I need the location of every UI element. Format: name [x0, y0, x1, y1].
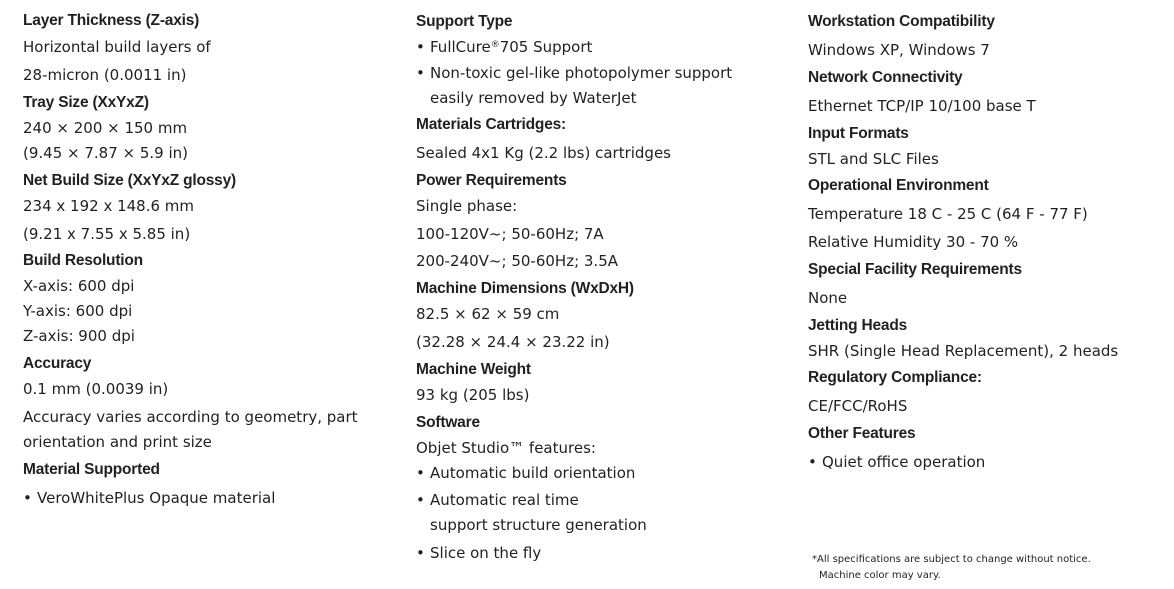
heading-input-formats: Input Formats: [808, 125, 909, 142]
heading-jetting-heads: Jetting Heads: [808, 317, 908, 334]
heading-software: Software: [416, 414, 480, 431]
heading-material-supported: Material Supported: [23, 461, 160, 478]
spec-value: Objet Studio™ features:: [416, 439, 596, 457]
heading-build-resolution: Build Resolution: [23, 252, 143, 269]
heading-other-features: Other Features: [808, 425, 916, 442]
spec-value: None: [808, 289, 848, 307]
bullet-item: • Slice on the fly: [416, 544, 541, 562]
spec-value: (9.45 × 7.87 × 5.9 in): [23, 144, 189, 162]
heading-machine-weight: Machine Weight: [416, 361, 531, 378]
heading-regulatory: Regulatory Compliance:: [808, 369, 982, 386]
spec-value: (32.28 × 24.4 × 23.22 in): [416, 333, 610, 351]
spec-value: Y-axis: 600 dpi: [23, 302, 133, 320]
spec-value: Z-axis: 900 dpi: [23, 327, 135, 345]
spec-value: 28-micron (0.0011 in): [23, 66, 187, 84]
heading-materials-cartridges: Materials Cartridges:: [416, 116, 566, 133]
heading-support-type: Support Type: [416, 13, 513, 30]
bullet-item: • Automatic build orientation: [416, 464, 635, 482]
heading-power-requirements: Power Requirements: [416, 172, 567, 189]
bullet-item: • VeroWhitePlus Opaque material: [23, 489, 275, 507]
footnote-line-1: *All specifications are subject to change without notice.: [812, 554, 1091, 565]
bullet-item: • Quiet office operation: [808, 453, 985, 471]
heading-accuracy: Accuracy: [23, 355, 92, 372]
bullet-text: 705 Support: [499, 38, 593, 56]
heading-layer-thickness: Layer Thickness (Z-axis): [23, 12, 200, 29]
spec-value: CE/FCC/RoHS: [808, 397, 908, 415]
spec-value: 234 x 192 x 148.6 mm: [23, 197, 195, 215]
spec-value: STL and SLC Files: [808, 150, 939, 168]
spec-value: Temperature 18 C - 25 C (64 F - 77 F): [808, 205, 1088, 223]
heading-special-facility: Special Facility Requirements: [808, 261, 1022, 278]
footnote-line-2: Machine color may vary.: [819, 570, 941, 581]
heading-network: Network Connectivity: [808, 69, 963, 86]
heading-machine-dimensions: Machine Dimensions (WxDxH): [416, 280, 634, 297]
spec-value: 0.1 mm (0.0039 in): [23, 380, 169, 398]
spec-value: Windows XP, Windows 7: [808, 41, 990, 59]
spec-value: orientation and print size: [23, 433, 212, 451]
bullet-continuation: support structure generation: [430, 516, 647, 534]
spec-value: 240 × 200 × 150 mm: [23, 119, 188, 137]
spec-value: Sealed 4x1 Kg (2.2 lbs) cartridges: [416, 144, 671, 162]
spec-value: (9.21 x 7.55 x 5.85 in): [23, 225, 191, 243]
spec-value: 82.5 × 62 × 59 cm: [416, 305, 560, 323]
spec-value: 200-240V~; 50-60Hz; 3.5A: [416, 252, 619, 270]
spec-value: Ethernet TCP/IP 10/100 base T: [808, 97, 1036, 115]
heading-net-build-size: Net Build Size (XxYxZ glossy): [23, 172, 236, 189]
bullet-continuation: easily removed by WaterJet: [430, 89, 637, 107]
heading-tray-size: Tray Size (XxYxZ): [23, 94, 149, 111]
registered-mark: ®: [490, 40, 500, 50]
spec-value: 100-120V~; 50-60Hz; 7A: [416, 225, 604, 243]
spec-value: Relative Humidity 30 - 70 %: [808, 233, 1019, 251]
heading-workstation: Workstation Compatibility: [808, 13, 995, 30]
heading-operational-environment: Operational Environment: [808, 177, 989, 194]
spec-value: Horizontal build layers of: [23, 38, 211, 56]
spec-value: Accuracy varies according to geometry, part: [23, 408, 358, 426]
bullet-item: • Automatic real time: [416, 491, 579, 509]
spec-value: Single phase:: [416, 197, 518, 215]
bullet-text: FullCure: [430, 38, 491, 56]
spec-value: SHR (Single Head Replacement), 2 heads: [808, 342, 1119, 360]
spec-value: X-axis: 600 dpi: [23, 277, 135, 295]
spec-value: 93 kg (205 lbs): [416, 386, 530, 404]
bullet-item: [416, 38, 592, 56]
bullet-item: • Non-toxic gel-like photopolymer support: [416, 64, 732, 82]
